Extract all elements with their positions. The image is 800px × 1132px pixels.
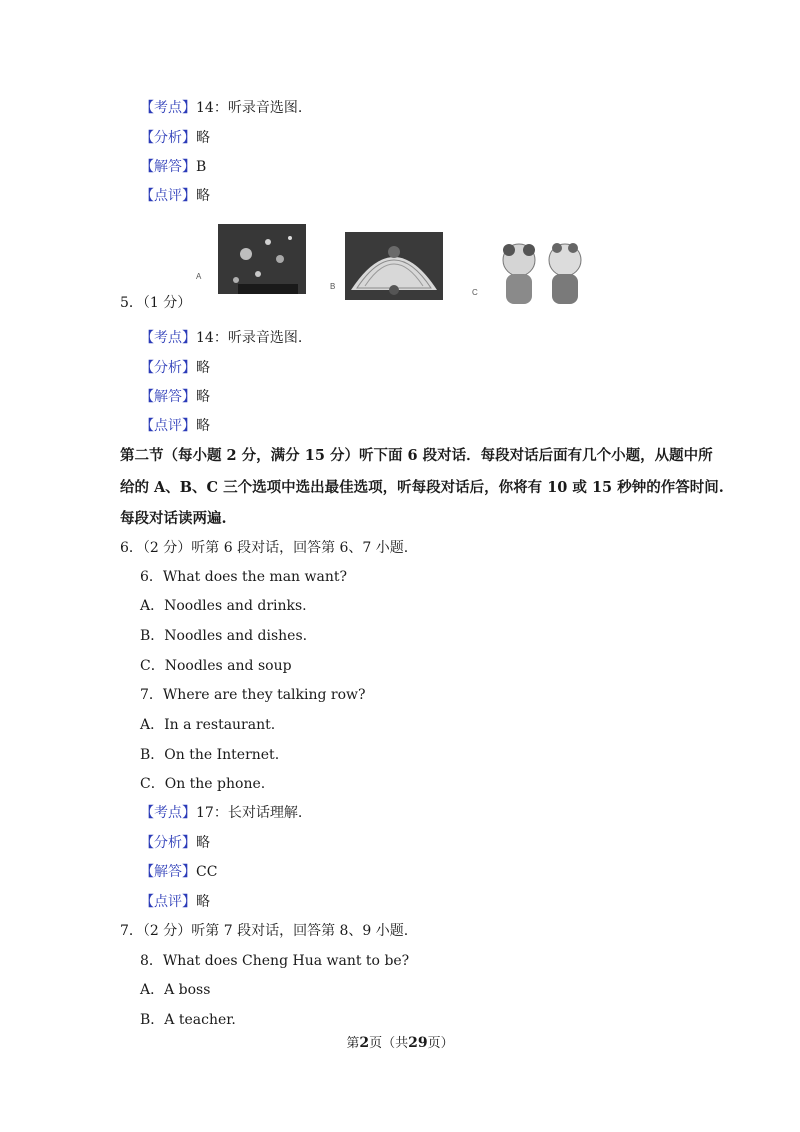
dianping-text: 略 (196, 188, 210, 204)
section2-line2: 给的 A、B、C 三个选项中选出最佳选项，听每段对话后，你将有 10 或 15 秒钟的作答时间. (120, 479, 724, 496)
kaodian-tag: 【考点】 (140, 805, 196, 821)
option-a-label: A (196, 272, 202, 281)
q5-jieda-line (140, 387, 210, 407)
q6-sub7-option-a: A．In a restaurant. (140, 717, 276, 733)
footer-suffix: 页） (427, 1036, 454, 1051)
q7-header: 7．（2 分）听第 7 段对话，回答第 8、9 小题. (120, 923, 409, 939)
q7-sub8-option-a: A．A boss (140, 982, 211, 998)
footer-middle: 页（共 (369, 1036, 409, 1051)
section2-line1: 第二节（每小题 2 分，满分 15 分）听下面 6 段对话．每段对话后面有几个小题，从题中所 (120, 447, 713, 464)
dianping-text: 略 (196, 418, 210, 434)
q6-sub7-question: 7．Where are they talking row? (140, 687, 366, 703)
q5-kaodian-line (140, 328, 302, 348)
q6-sub6-option-b: B．Noodles and dishes. (140, 628, 308, 644)
q6-sub7-option-c: C．On the phone. (140, 776, 266, 792)
fenxi-tag: 【分析】 (140, 360, 196, 376)
kaodian-text: 17：长对话理解. (196, 805, 303, 821)
option-a-lanterns-image (218, 224, 306, 294)
section2-line3: 每段对话读两遍. (120, 510, 227, 527)
option-b-label: B (330, 282, 336, 291)
page-footer (0, 1032, 800, 1051)
footer-page-number: 2 (359, 1035, 370, 1051)
jieda-tag: 【解答】 (140, 159, 196, 175)
q5-header: 5．（1 分） (120, 295, 192, 311)
q4-fenxi-line (140, 128, 210, 148)
q6-sub7-option-b: B．On the Internet. (140, 747, 280, 763)
option-c-dolls-image (497, 238, 591, 306)
footer-total-pages: 29 (408, 1035, 428, 1051)
kaodian-text: 14：听录音选图. (196, 330, 303, 346)
jieda-text: B (196, 159, 207, 175)
jieda-tag: 【解答】 (140, 864, 196, 880)
q5-fenxi-line (140, 358, 210, 378)
q4-jieda-line (140, 157, 206, 177)
q4-kaodian-line (140, 98, 302, 118)
jieda-text: 略 (196, 389, 210, 405)
q6-jieda-line (140, 862, 217, 882)
q4-dianping-line (140, 186, 210, 206)
q6-sub6-option-c: C．Noodles and soup (140, 658, 292, 674)
q7-sub8-question: 8．What does Cheng Hua want to be? (140, 953, 410, 969)
fenxi-tag: 【分析】 (140, 130, 196, 146)
jieda-tag: 【解答】 (140, 389, 196, 405)
dianping-text: 略 (196, 894, 210, 910)
fenxi-text: 略 (196, 130, 210, 146)
q6-header: 6．（2 分）听第 6 段对话，回答第 6、7 小题. (120, 540, 409, 556)
fenxi-text: 略 (196, 835, 210, 851)
dianping-tag: 【点评】 (140, 418, 196, 434)
fenxi-tag: 【分析】 (140, 835, 196, 851)
dianping-tag: 【点评】 (140, 188, 196, 204)
jieda-text: CC (196, 864, 218, 880)
q6-fenxi-line (140, 833, 210, 853)
footer-prefix: 第 (346, 1036, 360, 1051)
q5-dianping-line (140, 416, 210, 436)
q6-sub6-option-a: A．Noodles and drinks. (140, 598, 307, 614)
option-b-fan-image (345, 232, 443, 300)
kaodian-text: 14：听录音选图. (196, 100, 303, 116)
kaodian-tag: 【考点】 (140, 100, 196, 116)
q6-dianping-line (140, 892, 210, 912)
q6-kaodian-line (140, 803, 302, 823)
dianping-tag: 【点评】 (140, 894, 196, 910)
q7-sub8-option-b: B．A teacher. (140, 1012, 236, 1028)
option-c-label: C (472, 288, 478, 297)
kaodian-tag: 【考点】 (140, 330, 196, 346)
fenxi-text: 略 (196, 360, 210, 376)
q6-sub6-question: 6．What does the man want? (140, 569, 347, 585)
